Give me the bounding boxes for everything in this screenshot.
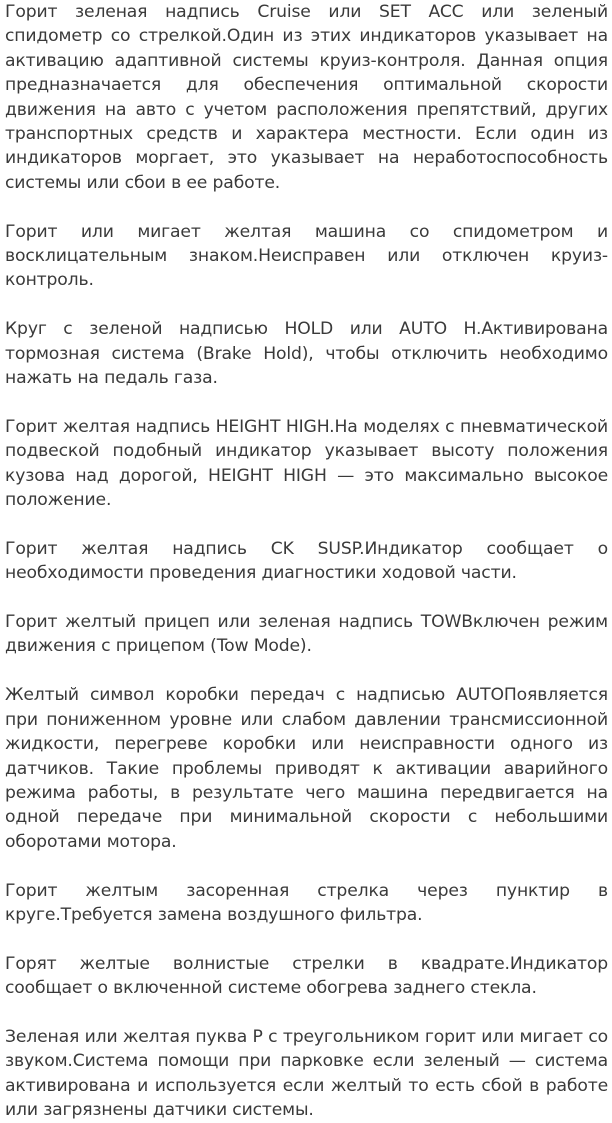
paragraph-brake-hold: Круг с зеленой надписью HOLD или AUTO H.Активирована тормозная система (Brake Hold), чтобы отключить необходимо нажать на педаль газа. [5, 319, 608, 389]
paragraph-height-high: Горит желтая надпись HEIGHT HIGH.На моделях с пневматической подвеской подобный индикатор указывает высоту положения кузова над дорогой, HEIGHT HIGH — это максимально высокое положение. [5, 416, 608, 511]
paragraph-tow-mode: Горит желтый прицеп или зеленая надпись TOWВключен режим движения с прицепом (Tow Mode). [5, 612, 608, 657]
paragraph-rear-defrost: Горят желтые волнистые стрелки в квадрате.Индикатор сообщает о включенной системе обогрева заднего стекла. [5, 953, 608, 999]
paragraph-transmission-auto: Желтый символ коробки передач с надписью AUTOПоявляется при пониженном уровне или слабом давлении трансмиссионной жидкости, перегреве коробки или неисправности одного из датчиков. Такие проблемы приводят к активации аварийного режима работы, в результате чего машина передвигается на одной передаче при минимальной скорости с небольшими оборотами мотора. [5, 685, 608, 852]
paragraph-cruise-control-fault: Горит или мигает желтая машина со спидометром и восклицательным знаком.Неисправен или отключен круиз-контроль. [5, 221, 608, 291]
paragraph-parking-assist: Зеленая или желтая пуква Р с треугольником горит или мигает со звуком.Система помощи при парковке если зеленый — система активирована и используется если желтый то есть сбой в работе или загрязнены датчики системы. [5, 1026, 608, 1121]
paragraph-ck-susp: Горит желтая надпись CK SUSP.Индикатор сообщает о необходимости проведения диагностики ходовой части. [5, 538, 608, 584]
paragraph-cruise-control-active: Горит зеленая надпись Cruise или SET ACC или зеленый спидометр со стрелкой.Один из этих индикаторов указывает на активацию адаптивной системы круиз-контроля. Данная опция предназначается для обеспечения оптимальной скорости движения на авто с учетом расположения препятствий, других транспортных средств и характера местности. Если один из индикаторов моргает, это указывает на неработоспособность системы или сбои в ее работе. [5, 2, 608, 193]
paragraph-air-filter: Горит желтым засоренная стрелка через пунктир в круге.Требуется замена воздушного фильтра. [5, 880, 608, 925]
